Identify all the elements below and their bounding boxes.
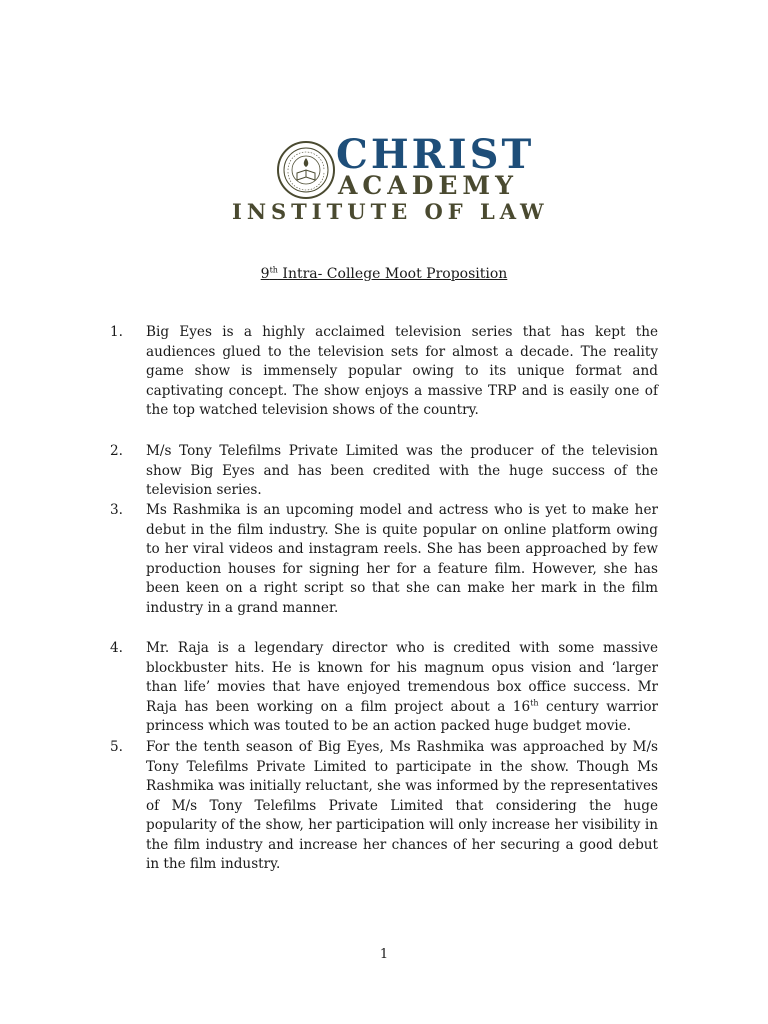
numbered-paragraph	[110, 501, 658, 618]
paragraph-text	[146, 639, 658, 737]
title-main-text: Intra- College Moot Proposition	[277, 266, 508, 282]
paragraph-number: 4.	[110, 640, 123, 656]
document-title	[0, 264, 768, 284]
page-number: 1	[379, 947, 389, 962]
document-title-text	[261, 266, 508, 282]
paragraph-number: 3.	[110, 502, 123, 518]
logo-text-academy: ACADEMY	[338, 171, 518, 200]
paragraph-number: 2.	[110, 443, 123, 459]
paragraph-text-part: Mr. Raja is a legendary director who is credited with some massive blockbuster hits. He is known for his magnum opus vision and ‘larger than life’ movies that have enjoyed tremendous box office success. Mr Raja has been working on a film project about a 16	[146, 640, 658, 715]
logo-text-christ: CHRIST	[336, 131, 535, 178]
paragraph-number: 5.	[110, 739, 123, 755]
paragraph-text-part: century warrior princess which was touted to be an action packed huge budget movie.	[146, 698, 659, 734]
paragraph-text: Ms Rashmika is an upcoming model and actress who is yet to make her debut in the film industry. She is quite popular on online platform owing to her viral videos and instagram reels. She has been approached by few production houses for signing her for a feature film. However, she has been keen on a right script so that she can make her mark in the film industry in a grand manner.	[146, 502, 658, 616]
paragraph-superscript: th	[530, 697, 539, 707]
paragraph-text: M/s Tony Telefilms Private Limited was the producer of the television show Big Eyes and has been credited with the huge success of the television series.	[146, 443, 658, 498]
paragraph-text: For the tenth season of Big Eyes, Ms Rashmika was approached by M/s Tony Telefilms Private Limited to participate in the show. Though Ms Rashmika was initially reluctant, she was informed by the representatives of M/s Tony Telefilms Private Limited that considering the huge popularity of the show, her participation will only increase her visibility in the film industry and increase her chances of her securing a good debut in the film industry.	[146, 739, 658, 872]
numbered-paragraph	[110, 323, 658, 421]
title-ordinal-number: 9	[260, 266, 270, 282]
title-ordinal-suffix: th	[269, 265, 278, 275]
numbered-paragraph	[110, 738, 658, 875]
logo-text-institute-of-law: INSTITUTE OF LAW	[232, 199, 549, 224]
numbered-paragraph	[110, 639, 658, 737]
college-seal-icon	[276, 140, 336, 200]
institution-logo	[232, 131, 588, 226]
paragraph-text: Big Eyes is a highly acclaimed television series that has kept the audiences glued to the television sets for almost a decade. The reality game show is immensely popular owing to its unique format and captivating concept. The show enjoys a massive TRP and is easily one of the top watched television shows of the country.	[146, 324, 658, 418]
paragraph-number: 1.	[110, 324, 123, 340]
numbered-paragraph	[110, 442, 658, 501]
